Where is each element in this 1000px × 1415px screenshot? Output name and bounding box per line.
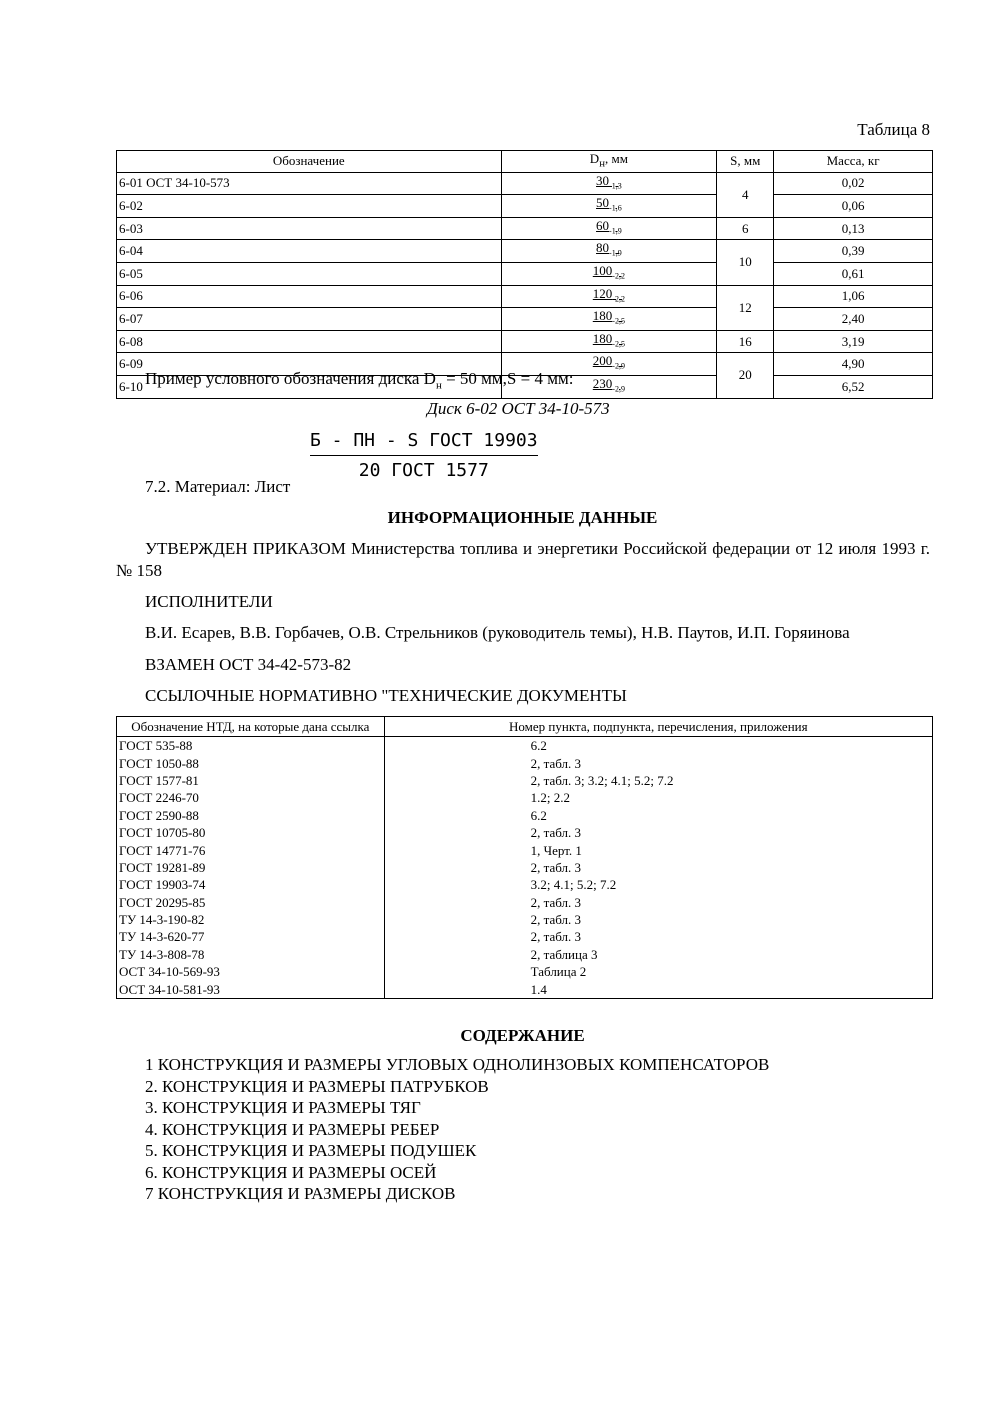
table-row xyxy=(117,754,933,771)
header-s: S, мм xyxy=(717,151,774,173)
material-denominator: 20 ГОСТ 1577 xyxy=(358,460,489,481)
table-row xyxy=(117,285,933,308)
ref-doc: ТУ 14-3-190-82 xyxy=(117,911,385,928)
table-row xyxy=(117,789,933,806)
contents-item: 3. КОНСТРУКЦИЯ И РАЗМЕРЫ ТЯГ xyxy=(145,1098,421,1117)
table-row xyxy=(117,807,933,824)
ref-clause: 2, табл. 3; 3.2; 4.1; 5.2; 7.2 xyxy=(384,772,932,789)
dn-value: 120 xyxy=(592,285,613,301)
table-row xyxy=(117,195,933,218)
cell-mass: 1,06 xyxy=(774,285,933,308)
table-row xyxy=(117,772,933,789)
dn-tolerance: -2,9 xyxy=(612,384,625,394)
refs-heading: ССЫЛОЧНЫЕ НОРМАТИВНО "ТЕХНИЧЕСКИЕ ДОКУМЕНТЫ xyxy=(145,686,627,705)
table-row xyxy=(117,894,933,911)
example-text-before: Пример условного обозначения диска D xyxy=(145,369,436,388)
ref-clause: 1.4 xyxy=(384,980,932,998)
example-sub: н xyxy=(435,379,442,392)
material-numerator: Б - ПН - S ГОСТ 19903 xyxy=(310,430,538,456)
ref-doc: ТУ 14-3-620-77 xyxy=(117,928,385,945)
contents-list xyxy=(145,1054,769,1205)
ref-doc: ГОСТ 14771-76 xyxy=(117,841,385,858)
cell-designation: 6-01 ОСТ 34-10-573 xyxy=(117,172,502,195)
dn-tolerance: -2,2 xyxy=(612,294,625,304)
approved-paragraph: УТВЕРЖДЕН ПРИКАЗОМ Министерства топлива и энергетики Российской федерации от 12 июля 1993 г. № 158 xyxy=(116,539,930,580)
cell-mass: 0,61 xyxy=(774,262,933,285)
cell-designation: 6-03 xyxy=(117,217,502,240)
header-dn-unit: , мм xyxy=(604,151,628,166)
ref-clause: 6.2 xyxy=(384,807,932,824)
material-fraction xyxy=(310,430,538,481)
cell-mass: 6,52 xyxy=(774,375,933,398)
cell-mass: 0,39 xyxy=(774,240,933,263)
ref-clause: 3.2; 4.1; 5.2; 7.2 xyxy=(384,876,932,893)
cell-dn xyxy=(501,172,717,195)
cell-designation: 6-10 xyxy=(117,375,502,398)
header-designation: Обозначение xyxy=(117,151,502,173)
ref-doc: ГОСТ 2246-70 xyxy=(117,789,385,806)
cell-designation: 6-02 xyxy=(117,195,502,218)
contents-heading: СОДЕРЖАНИЕ xyxy=(460,1026,585,1045)
table-header-row xyxy=(117,151,933,173)
contents-item: 2. КОНСТРУКЦИЯ И РАЗМЕРЫ ПАТРУБКОВ xyxy=(145,1076,489,1096)
ref-doc: ГОСТ 1050-88 xyxy=(117,754,385,771)
dn-tolerance: -1,6 xyxy=(609,203,622,213)
table-row xyxy=(117,859,933,876)
cell-s: 20 xyxy=(717,353,774,398)
ref-doc: ГОСТ 10705-80 xyxy=(117,824,385,841)
ref-clause: 1.2; 2.2 xyxy=(384,789,932,806)
table-row xyxy=(117,262,933,285)
references-header-row xyxy=(117,717,933,737)
cell-dn xyxy=(501,195,717,218)
example-code: Диск 6-02 ОСТ 34-10-573 xyxy=(427,399,610,418)
table-row xyxy=(117,240,933,263)
dn-value: 80 xyxy=(596,240,610,256)
cell-s: 6 xyxy=(717,217,774,240)
cell-mass: 3,19 xyxy=(774,330,933,353)
contents-item: 6. КОНСТРУКЦИЯ И РАЗМЕРЫ ОСЕЙ xyxy=(145,1162,437,1182)
cell-s: 4 xyxy=(717,172,774,217)
cell-designation: 6-07 xyxy=(117,308,502,331)
table-caption: Таблица 8 xyxy=(857,120,930,139)
ref-clause: 2, табл. 3 xyxy=(384,894,932,911)
ref-clause: 2, таблица 3 xyxy=(384,946,932,963)
header-dn xyxy=(501,151,717,173)
cell-designation: 6-08 xyxy=(117,330,502,353)
contents-item: 1 КОНСТРУКЦИЯ И РАЗМЕРЫ УГЛОВЫХ ОДНОЛИНЗОВЫХ КОМПЕНСАТОРОВ xyxy=(145,1055,770,1074)
dn-value: 200 xyxy=(592,353,613,369)
ref-clause: 2, табл. 3 xyxy=(384,859,932,876)
dn-value: 50 xyxy=(596,195,610,211)
table-row xyxy=(117,824,933,841)
cell-dn xyxy=(501,330,717,353)
cell-designation: 6-06 xyxy=(117,285,502,308)
cell-designation: 6-04 xyxy=(117,240,502,263)
table-row xyxy=(117,928,933,945)
ref-clause: Таблица 2 xyxy=(384,963,932,980)
dn-value: 230 xyxy=(592,375,613,391)
cell-mass: 2,40 xyxy=(774,308,933,331)
ref-clause: 2, табл. 3 xyxy=(384,911,932,928)
dn-value: 30 xyxy=(596,172,610,188)
cell-mass: 0,13 xyxy=(774,217,933,240)
executors-names: В.И. Есарев, В.В. Горбачев, О.В. Стрельников (руководитель темы), Н.В. Паутов, И.П. Горяинова xyxy=(145,623,850,642)
cell-dn xyxy=(501,262,717,285)
table-row xyxy=(117,841,933,858)
ref-clause: 2, табл. 3 xyxy=(384,754,932,771)
ref-doc: ГОСТ 1577-81 xyxy=(117,772,385,789)
references-table xyxy=(116,716,933,999)
table-row xyxy=(117,980,933,998)
example-text-after: = 50 мм,S = 4 мм: xyxy=(441,369,574,388)
ref-doc: ТУ 14-3-808-78 xyxy=(117,946,385,963)
table-row xyxy=(117,172,933,195)
cell-dn xyxy=(501,285,717,308)
table-row xyxy=(117,911,933,928)
disk-dimensions-table xyxy=(116,150,933,399)
cell-designation: 6-09 xyxy=(117,353,502,376)
ref-clause: 1, Черт. 1 xyxy=(384,841,932,858)
ref-doc: ГОСТ 535-88 xyxy=(117,737,385,755)
dn-value: 180 xyxy=(592,308,613,324)
table-row xyxy=(117,308,933,331)
ref-clause: 6.2 xyxy=(384,737,932,755)
contents-item: 5. КОНСТРУКЦИЯ И РАЗМЕРЫ ПОДУШЕК xyxy=(145,1141,477,1160)
dn-tolerance: -2,5 xyxy=(612,339,625,349)
replaces-line: ВЗАМЕН ОСТ 34-42-573-82 xyxy=(145,655,352,674)
ref-doc: ГОСТ 19281-89 xyxy=(117,859,385,876)
example-designation xyxy=(145,369,573,391)
header-dn-main: D xyxy=(589,151,600,166)
cell-s: 10 xyxy=(717,240,774,285)
dn-value: 100 xyxy=(592,262,613,278)
references-header-ref: Номер пункта, подпункта, перечисления, приложения xyxy=(384,717,932,737)
dn-tolerance: -2,2 xyxy=(612,271,625,281)
material-label: 7.2. Материал: Лист xyxy=(145,477,291,496)
ref-doc: ОСТ 34-10-569-93 xyxy=(117,963,385,980)
cell-designation: 6-05 xyxy=(117,262,502,285)
dn-tolerance: -2,9 xyxy=(612,361,625,371)
ref-clause: 2, табл. 3 xyxy=(384,928,932,945)
cell-dn xyxy=(501,240,717,263)
table-row xyxy=(117,217,933,240)
dn-tolerance: -1,3 xyxy=(609,181,622,191)
ref-doc: ОСТ 34-10-581-93 xyxy=(117,980,385,998)
dn-value: 60 xyxy=(596,217,610,233)
table-row xyxy=(117,737,933,755)
header-dn-sub: н xyxy=(599,157,605,170)
ref-doc: ГОСТ 20295-85 xyxy=(117,894,385,911)
cell-dn xyxy=(501,308,717,331)
contents-item: 4. КОНСТРУКЦИЯ И РАЗМЕРЫ РЕБЕР xyxy=(145,1119,440,1139)
ref-doc: ГОСТ 2590-88 xyxy=(117,807,385,824)
table-row xyxy=(117,876,933,893)
dn-value: 180 xyxy=(592,330,613,346)
cell-mass: 0,06 xyxy=(774,195,933,218)
table-row xyxy=(117,963,933,980)
dn-tolerance: -1,9 xyxy=(609,226,622,236)
ref-clause: 2, табл. 3 xyxy=(384,824,932,841)
cell-mass: 0,02 xyxy=(774,172,933,195)
dn-tolerance: -1,9 xyxy=(609,248,622,258)
table-row xyxy=(117,330,933,353)
cell-s: 16 xyxy=(717,330,774,353)
info-heading: ИНФОРМАЦИОННЫЕ ДАННЫЕ xyxy=(387,508,658,527)
dn-tolerance: -2,5 xyxy=(612,316,625,326)
header-mass: Масса, кг xyxy=(774,151,933,173)
executors-label: ИСПОЛНИТЕЛИ xyxy=(145,592,273,611)
cell-dn xyxy=(501,217,717,240)
references-header-doc: Обозначение НТД, на которые дана ссылка xyxy=(117,717,385,737)
table-row xyxy=(117,946,933,963)
cell-s: 12 xyxy=(717,285,774,330)
ref-doc: ГОСТ 19903-74 xyxy=(117,876,385,893)
cell-mass: 4,90 xyxy=(774,353,933,376)
contents-item: 7 КОНСТРУКЦИЯ И РАЗМЕРЫ ДИСКОВ xyxy=(145,1184,456,1203)
